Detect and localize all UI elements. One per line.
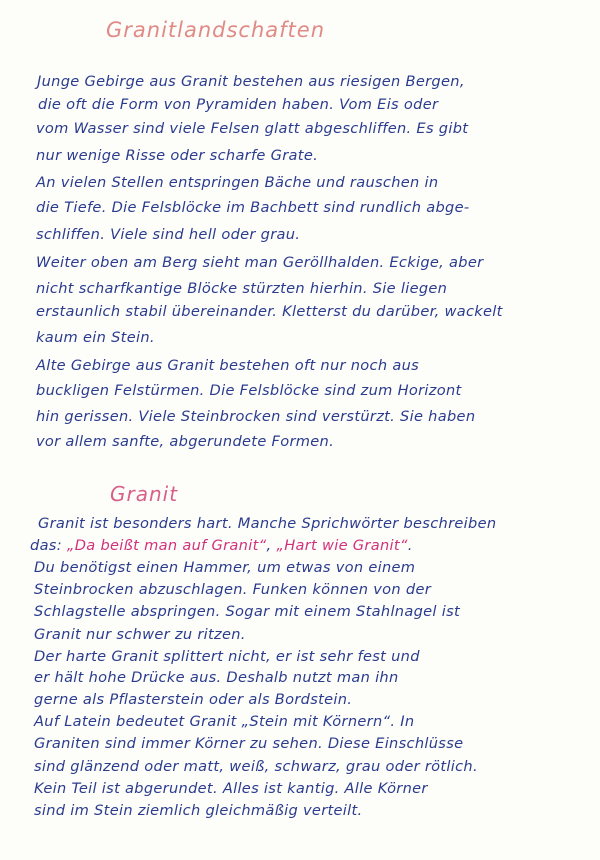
text-line: An vielen Stellen entspringen Bäche und rauschen in	[36, 174, 439, 191]
text-line: vom Wasser sind viele Felsen glatt abgeschliffen. Es gibt	[36, 120, 469, 137]
text-line: vor allem sanfte, abgerundete Formen.	[36, 433, 335, 450]
text-line: die Tiefe. Die Felsblöcke im Bachbett sind rundlich abge-	[36, 199, 470, 216]
text-line: Graniten sind immer Körner zu sehen. Diese Einschlüsse	[34, 735, 464, 752]
text-line: Du benötigst einen Hammer, um etwas von einem	[34, 559, 416, 576]
text-line: Kein Teil ist abgerundet. Alles ist kantig. Alle Körner	[34, 780, 428, 797]
text-line: er hält hohe Drücke aus. Deshalb nutzt man ihn	[34, 669, 399, 686]
text-fragment: ,	[266, 537, 277, 554]
text-line: gerne als Pflasterstein oder als Bordstein.	[34, 691, 353, 708]
text-line: Auf Latein bedeutet Granit „Stein mit Körnern“. In	[34, 713, 415, 730]
text-line: hin gerissen. Viele Steinbrocken sind verstürzt. Sie haben	[36, 408, 476, 425]
text-line: nur wenige Risse oder scharfe Grate.	[36, 147, 319, 164]
text-line: Junge Gebirge aus Granit bestehen aus riesigen Bergen,	[37, 73, 465, 90]
text-line: kaum ein Stein.	[36, 329, 155, 346]
section-title-granit: Granit	[110, 482, 179, 506]
text-fragment: das:	[30, 537, 67, 554]
text-line: sind im Stein ziemlich gleichmäßig verteilt.	[34, 802, 363, 819]
text-line: Granit nur schwer zu ritzen.	[34, 626, 246, 643]
section-title-granitlandschaften: Granitlandschaften	[106, 18, 326, 42]
text-fragment: .	[407, 537, 413, 554]
text-line: erstaunlich stabil übereinander. Kletterst du darüber, wackelt	[36, 303, 503, 320]
quote-da-beisst-man-auf-granit: „Da beißt man auf Granit“	[66, 537, 267, 554]
text-line-with-quotes	[30, 536, 413, 556]
text-line: Der harte Granit splittert nicht, er ist sehr fest und	[34, 648, 420, 665]
text-line: Steinbrocken abzuschlagen. Funken können von der	[34, 581, 432, 598]
text-line: buckligen Felstürmen. Die Felsblöcke sind zum Horizont	[36, 382, 462, 399]
text-line: sind glänzend oder matt, weiß, schwarz, grau oder rötlich.	[34, 758, 478, 775]
text-line: schliffen. Viele sind hell oder grau.	[36, 226, 301, 243]
text-line: Schlagstelle abspringen. Sogar mit einem Stahlnagel ist	[34, 603, 461, 620]
text-line: Granit ist besonders hart. Manche Sprichwörter beschreiben	[38, 515, 497, 532]
text-line: die oft die Form von Pyramiden haben. Vom Eis oder	[38, 96, 439, 113]
quote-hart-wie-granit: „Hart wie Granit“	[276, 537, 408, 554]
text-line: Weiter oben am Berg sieht man Geröllhalden. Eckige, aber	[36, 254, 484, 271]
text-line: Alte Gebirge aus Granit bestehen oft nur noch aus	[36, 357, 420, 374]
text-line: nicht scharfkantige Blöcke stürzten hierhin. Sie liegen	[36, 280, 448, 297]
